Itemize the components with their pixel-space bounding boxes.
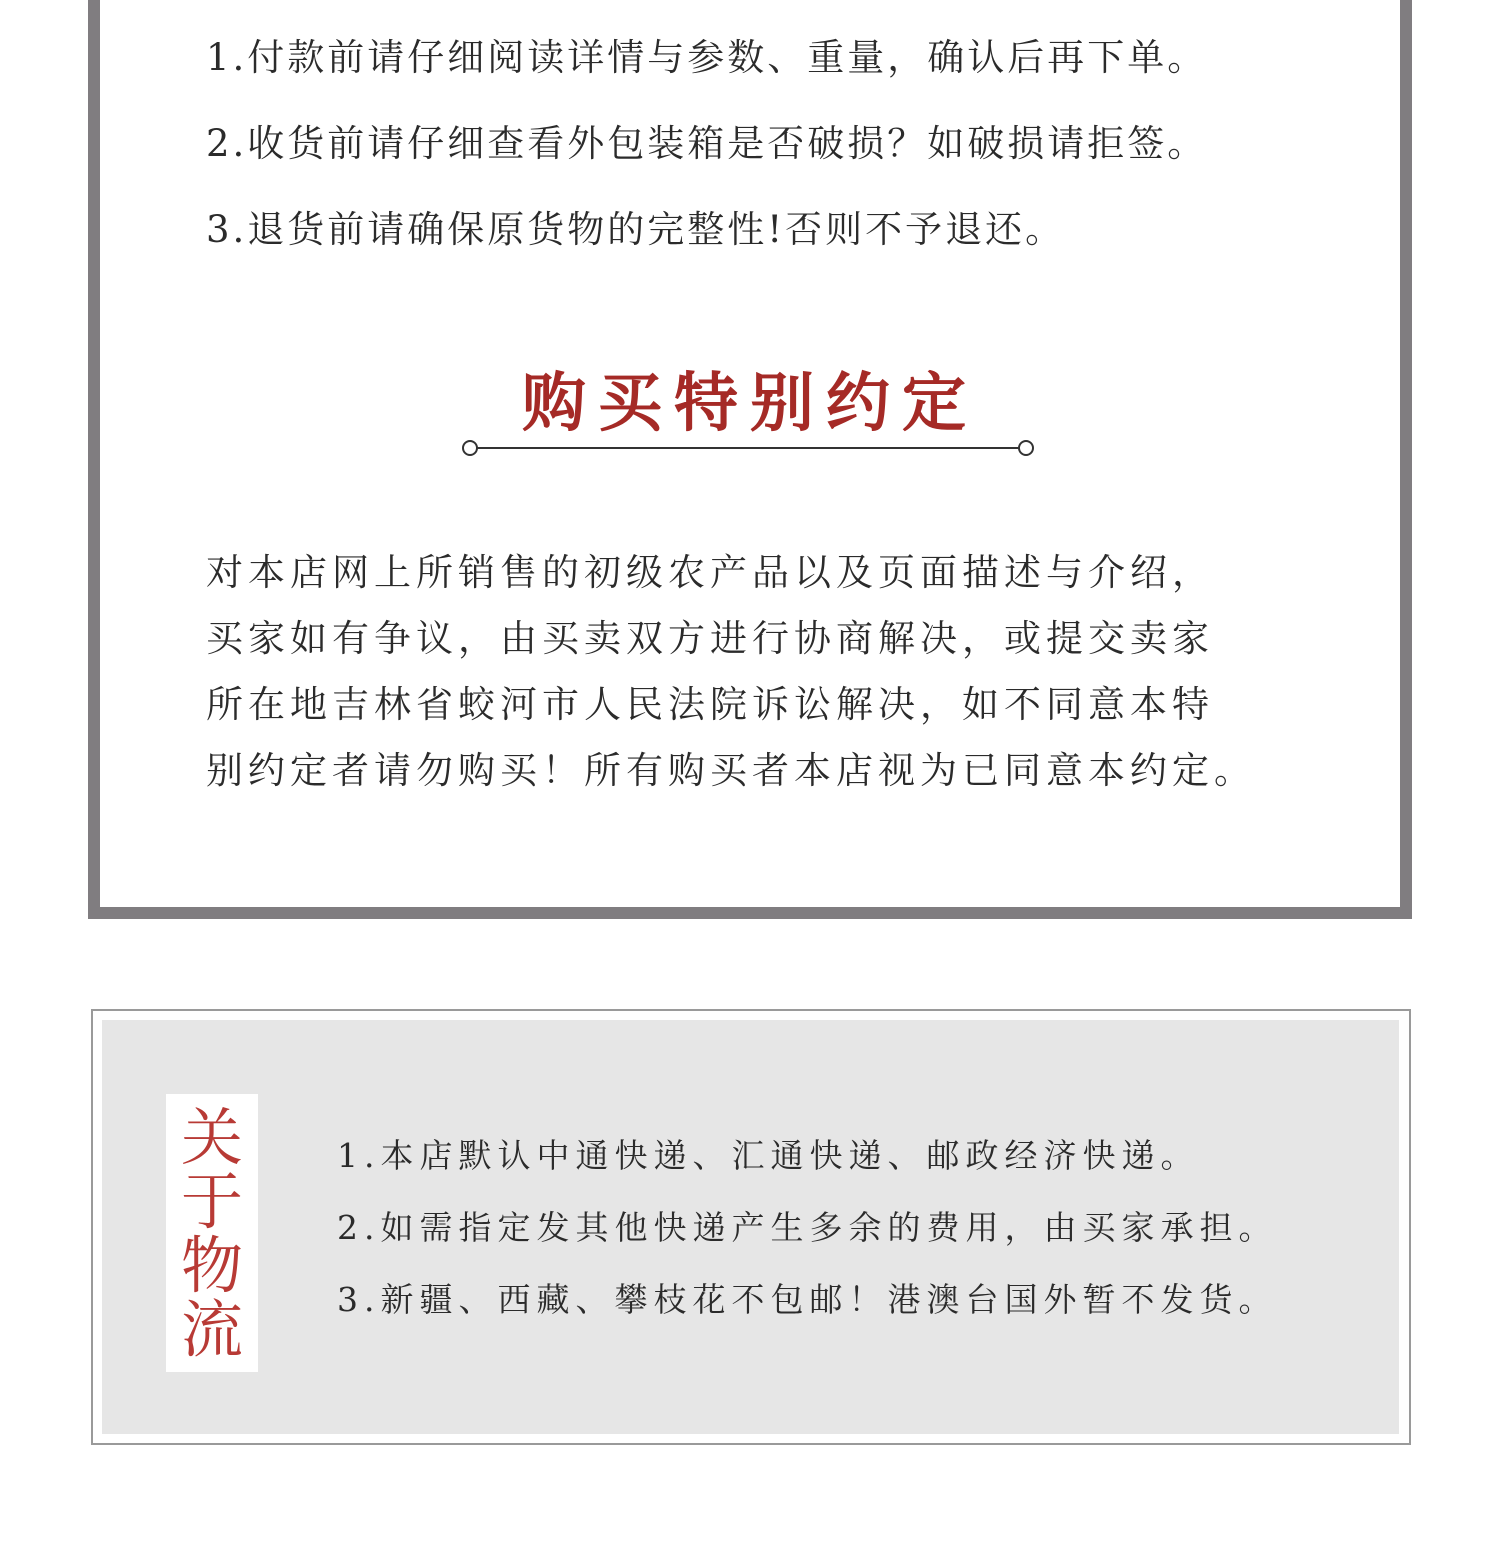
agreement-line: 买家如有争议，由买卖双方进行协商解决，或提交卖家 (206, 617, 1214, 660)
agreement-line: 对本店网上所销售的初级农产品以及页面描述与介绍， (206, 551, 1214, 594)
purchase-note: 2.收货前请仔细查看外包装箱是否破损？如破损请拒签。 (206, 122, 1208, 165)
purchase-note: 1.付款前请仔细阅读详情与参数、重量，确认后再下单。 (206, 36, 1208, 79)
divider-end-circle-icon (462, 440, 478, 456)
logistics-tag-char: 于 (180, 1165, 243, 1238)
logistics-list (337, 1124, 1278, 1340)
special-agreement-title: 购买特别约定 (522, 367, 978, 441)
title-divider (462, 438, 1034, 458)
agreement-line: 所在地吉林省蛟河市人民法院诉讼解决，如不同意本特 (206, 683, 1214, 726)
logistics-tag (166, 1094, 258, 1372)
divider-line (472, 447, 1024, 449)
divider-end-circle-icon (1018, 440, 1034, 456)
purchase-notes-list (206, 30, 1207, 288)
purchase-note: 3.退货前请确保原货物的完整性!否则不予退还。 (206, 208, 1066, 251)
logistics-item: 3.新疆、西藏、攀枝花不包邮！港澳台国外暂不发货。 (337, 1280, 1278, 1319)
logistics-tag-char: 关 (180, 1101, 243, 1174)
special-agreement-text (206, 540, 1326, 804)
logistics-item: 1.本店默认中通快递、汇通快递、邮政经济快递。 (337, 1136, 1200, 1175)
logistics-tag-char: 流 (180, 1293, 243, 1366)
agreement-line: 别约定者请勿购买！所有购买者本店视为已同意本约定。 (206, 749, 1256, 792)
logistics-tag-char: 物 (180, 1229, 243, 1302)
logistics-item: 2.如需指定发其他快递产生多余的费用，由买家承担。 (337, 1208, 1278, 1247)
